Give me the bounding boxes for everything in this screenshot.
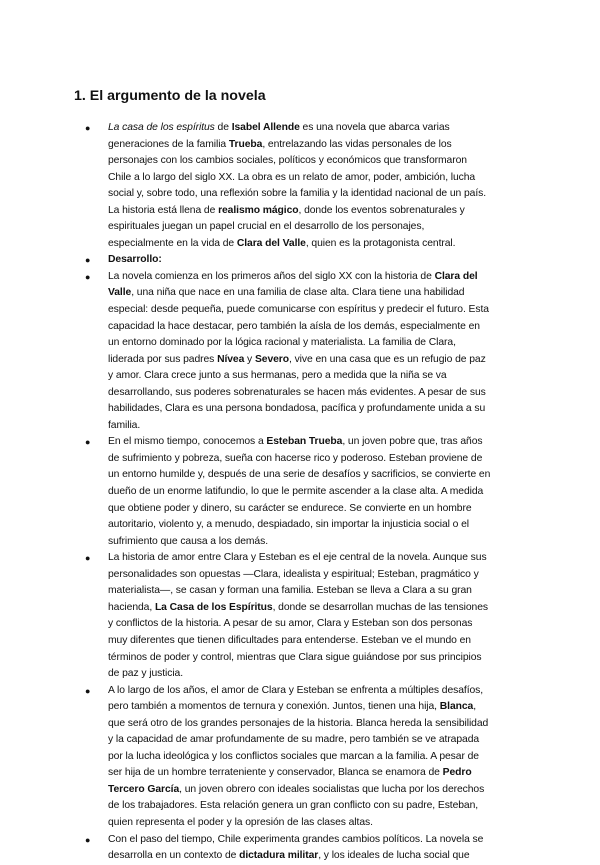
section-heading: 1. El argumento de la novela [74, 88, 266, 104]
text-line [108, 434, 515, 451]
text-line [108, 832, 515, 849]
text-line [108, 153, 515, 170]
bold-text: dictadura militar [239, 850, 319, 862]
text-line [108, 749, 515, 766]
text-run: , [473, 701, 477, 713]
text-run: es una novela que abarca varias [299, 122, 450, 133]
text-run: quien representa el poder y la opresión de las clases altas. [108, 816, 373, 828]
bullet-icon: ● [85, 553, 91, 564]
text-run: pero también a momentos de ternura y conexión. Juntos, tienen una hija, [108, 701, 440, 713]
text-run: de [214, 122, 232, 133]
text-run: de sufrimiento y pobreza, sueña con hacerse rico y poderoso. Esteban proviene de [108, 452, 483, 464]
text-run: , un joven obrero con ideales socialistas que lucha por los derechos [179, 783, 485, 795]
text-run: un entorno humilde y, después de una serie de desafíos y sacrificios, se convierte en [108, 469, 491, 481]
text-run: , entrelazando las vidas personales de los [262, 138, 452, 150]
bold-text: Clara del Valle [236, 237, 306, 249]
text-line [108, 467, 515, 484]
text-line [108, 385, 515, 402]
bold-text: Tercero García [108, 783, 180, 795]
list-item [85, 683, 515, 832]
text-line [108, 666, 515, 683]
text-run: A lo largo de los años, el amor de Clara y Esteban se enfrenta a múltiples desafíos, [108, 684, 484, 696]
text-line [108, 798, 515, 815]
text-line [108, 252, 515, 269]
bullet-icon: ● [85, 685, 91, 696]
bold-text: Trueba [228, 138, 263, 150]
text-run: , quien es la protagonista central. [305, 237, 456, 249]
bold-text: realismo mágico [218, 204, 299, 216]
text-line [108, 583, 515, 600]
list-item [85, 550, 515, 682]
text-line [108, 501, 515, 518]
text-line [108, 600, 515, 617]
text-run: desarrollando, sus poderes sobrenaturales se hacen más evidentes. A pesar de sus [108, 386, 486, 398]
list-item [85, 269, 515, 434]
text-run: Con el paso del tiempo, Chile experimenta grandes cambios políticos. La novela se [108, 833, 484, 845]
text-run: espirituales juegan un papel crucial en el desarrollo de los personajes, [108, 221, 425, 233]
text-line [108, 633, 515, 650]
text-run: personajes con los cambios sociales, políticos y económicos que transformaron [108, 155, 467, 167]
text-run: por la lucha ideológica y los conflictos sociales que marcan a la familia. A pesar de [108, 750, 479, 762]
text-run: familia. [108, 419, 141, 431]
text-line [108, 534, 515, 551]
bold-text: Isabel Allende [231, 122, 300, 133]
text-line [108, 616, 515, 633]
bold-text: Nívea [217, 353, 245, 365]
bold-text: Desarrollo: [108, 254, 162, 266]
text-line [108, 567, 515, 584]
text-run: hacienda, [108, 601, 155, 613]
text-line [108, 650, 515, 667]
bold-text: La Casa de los Espíritus [154, 601, 273, 613]
text-line [108, 550, 515, 567]
text-line [108, 285, 515, 302]
bullet-icon: ● [85, 834, 91, 845]
text-run: que será otro de los grandes personajes de la historia. Blanca hereda la sensibilidad [108, 717, 489, 729]
bullet-icon: ● [85, 271, 91, 282]
text-run: ser hija de un hombre terrateniente y conservador, Blanca se enamora de [108, 767, 443, 779]
text-line [108, 236, 515, 253]
text-line [108, 401, 515, 418]
bullet-list [85, 120, 515, 865]
text-run: La novela comienza en los primeros años del siglo XX con la historia de [108, 270, 435, 282]
text-line [108, 782, 515, 799]
text-line [108, 335, 515, 352]
text-run: La historia está llena de [108, 204, 219, 216]
text-run: , donde los eventos sobrenaturales y [298, 204, 465, 216]
text-run: sufrimiento que causa a los demás. [108, 535, 268, 547]
text-line [108, 203, 515, 220]
text-run: de los trabajadores. Esta relación genera un gran conflicto con su padre, Esteban, [108, 800, 479, 812]
text-run: personalidades son opuestas —Clara, idealista y espiritual; Esteban, pragmático y [108, 568, 479, 580]
text-run: especial: desde pequeña, puede comunicarse con espíritus y predecir el futuro. Esta [108, 304, 489, 316]
text-line [108, 484, 515, 501]
list-item [85, 252, 515, 269]
text-line [108, 120, 515, 137]
text-line [108, 368, 515, 385]
text-line [108, 137, 515, 154]
text-line [108, 269, 515, 286]
bold-text: Pedro [442, 767, 472, 779]
text-run: , una niña que nace en una familia de clase alta. Clara tiene una habilidad [131, 287, 465, 299]
bold-text: Clara del [434, 270, 478, 282]
text-line [108, 699, 515, 716]
text-line [108, 451, 515, 468]
text-run: materialista—, se casan y forman una familia. Esteban se lleva a Clara a su gran [108, 585, 472, 597]
text-run: y la capacidad de amar profundamente de su madre, pero también se ve atrapada [108, 734, 480, 746]
text-line [108, 170, 515, 187]
text-run: En el mismo tiempo, conocemos a [108, 436, 267, 448]
text-run: términos de poder y control, mientras que Clara sigue guiándose por sus principios [108, 651, 482, 663]
bold-text: Blanca [439, 701, 474, 713]
text-run: muy diferentes que tienen dificultades para entenderse. Esteban ve el mundo en [108, 634, 471, 646]
text-line [108, 765, 515, 782]
text-line [108, 815, 515, 832]
text-run: desarrolla en un contexto de [108, 850, 240, 862]
text-line [108, 517, 515, 534]
text-line [108, 319, 515, 336]
bullet-icon: ● [85, 437, 91, 448]
text-run: habilidades, Clara es una persona bondadosa, pacífica y profundamente unida a su [108, 403, 486, 415]
text-run: dueño de un enorme latifundio, lo que le permite ascender a la clase alta. A medida [108, 486, 484, 498]
text-run: que obtiene poder y dinero, su carácter se endurece. Se convierte en un hombre [108, 502, 472, 514]
italic-text: La casa de los espíritus [108, 122, 215, 133]
text-run: autoritario, violento y, a menudo, despiadado, sin importar la injusticia social o el [108, 519, 469, 531]
bold-text: Severo [254, 353, 289, 365]
text-line [108, 352, 515, 369]
text-line [108, 418, 515, 435]
text-run: especialmente en la vida de [108, 237, 237, 249]
text-run: social y, sobre todo, una reflexión sobre la familia y la identidad nacional de un país. [108, 188, 487, 200]
bullet-icon: ● [85, 123, 91, 133]
text-run: un entorno dominado por la lógica racional y materialista. La familia de Clara, [108, 337, 456, 349]
text-run: generaciones de la familia [108, 138, 229, 150]
text-line [108, 302, 515, 319]
text-run: y amor. Clara crece junto a sus hermanas, pero a medida que la niña se va [108, 370, 447, 382]
text-line [108, 732, 515, 749]
list-item [85, 832, 515, 865]
text-line [108, 219, 515, 236]
text-run: liderada por sus padres [108, 353, 218, 365]
bullet-icon: ● [85, 255, 91, 266]
text-line [108, 683, 515, 700]
text-run: de paz y justicia. [108, 668, 184, 680]
bold-text: Valle [108, 287, 132, 299]
text-line [108, 716, 515, 733]
text-run: y conflictos de la historia. A pesar de su amor, Clara y Esteban son dos personas [108, 618, 473, 630]
list-item [85, 120, 515, 252]
text-line [108, 848, 515, 865]
list-item [85, 434, 515, 550]
text-line [108, 186, 515, 203]
text-run: La historia de amor entre Clara y Esteban es el eje central de la novela. Aunque sus [108, 552, 487, 564]
text-run: Chile a lo largo del siglo XX. La obra es un relato de amor, poder, ambición, lucha [108, 171, 476, 183]
text-run: , y los ideales de lucha social que [318, 850, 470, 862]
text-run: , un joven pobre que, tras años [342, 436, 483, 448]
text-run: , donde se desarrollan muchas de las tensiones [272, 601, 488, 613]
text-run: capacidad la hace destacar, pero también la aísla de los demás, especialmente en [108, 320, 480, 332]
text-run: y [244, 353, 255, 365]
text-run: , vive en una casa que es un refugio de paz [288, 353, 486, 365]
bold-text: Esteban Trueba [266, 436, 343, 448]
